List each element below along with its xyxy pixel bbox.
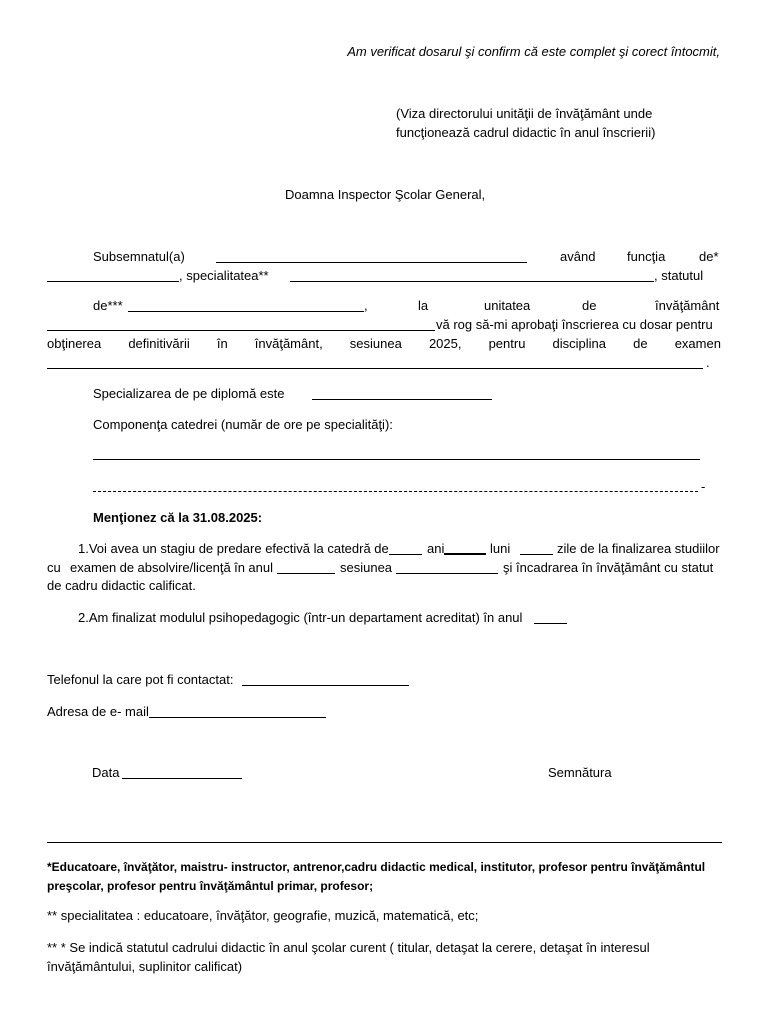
zile-label: zile de la finalizarea studiilor <box>557 541 720 556</box>
componenta-field-line1[interactable] <box>93 459 700 460</box>
item1-line3: de cadru didactic calificat. <box>47 578 196 593</box>
componenta-field-line2[interactable] <box>93 491 698 492</box>
item2-text: 2.Am finalizat modulul psihopedagogic (într-un departament acreditat) în anul <box>78 610 523 625</box>
word: disciplina <box>552 336 607 351</box>
sesiunea-field-line[interactable] <box>396 573 498 574</box>
statut-field-line[interactable] <box>128 311 364 312</box>
period: . <box>706 355 710 370</box>
functia-field-line[interactable] <box>47 281 179 282</box>
specialitatea-field-line[interactable] <box>290 281 654 282</box>
word: sesiunea <box>349 336 402 351</box>
footnote-3-line2: învăţământului, suplinitor calificat) <box>47 959 243 974</box>
data-label: Data <box>92 765 120 780</box>
componenta-label: Componenţa catedrei (număr de ore pe specialităţi): <box>93 417 393 432</box>
director-visa-line2: funcţionează cadrul didactic în anul înscrierii) <box>396 125 656 140</box>
disciplina-field-line[interactable] <box>47 368 703 369</box>
de-star-label: de* <box>699 249 719 264</box>
word: pentru <box>488 336 526 351</box>
subsemnatul-label: Subsemnatul(a) <box>93 249 185 264</box>
item1-cu: cu <box>47 560 61 575</box>
functia-label: funcţia <box>627 249 666 264</box>
specializarea-label: Specializarea de pe diplomă este <box>93 386 285 401</box>
anul-field-line[interactable] <box>277 573 335 574</box>
de-label: de <box>582 298 597 313</box>
word: de <box>633 336 648 351</box>
luni-label: luni <box>490 541 511 556</box>
specialitatea-label: , specialitatea** <box>179 268 269 283</box>
footnote-separator <box>47 842 722 843</box>
word: examen <box>674 336 721 351</box>
verification-statement: Am verificat dosarul şi confirm că este complet şi corect întocmit, <box>347 44 720 59</box>
telefon-field-line[interactable] <box>242 685 409 686</box>
request-line <box>47 336 721 351</box>
mentionez-heading: Menţionez că la 31.08.2025: <box>93 510 263 525</box>
word: obţinerea <box>47 336 102 351</box>
word: învăţământ, <box>254 336 323 351</box>
dash-end: - <box>701 479 706 494</box>
zile-field-line[interactable] <box>520 554 553 555</box>
va-rog-text: vă rog să-mi aprobaţi înscrierea cu dosar pentru <box>436 317 713 332</box>
footnote-2: ** specialitatea : educatoare, învăţător, geografie, muzică, matematică, etc; <box>47 908 479 923</box>
unitatea-label: unitatea <box>484 298 531 313</box>
item1-line2-words <box>70 560 273 575</box>
avand-label: având <box>560 249 596 264</box>
director-visa-line1: (Viza directorului unităţii de învăţământ unde <box>396 106 653 121</box>
page: Am verificat dosarul şi confirm că este complet şi corect întocmit, (Viza directorului unităţii de învăţământ unde funcţionează cadrul didactic în anul înscrierii) Doamna Inspector Şcolar General, Subsemnatul(a) având funcţia de* , specialitatea** , statutul de*** , la unitatea de învăţământ vă rog să-mi aprobaţi înscrierea cu dosar pentru obţinerea definitivării în învăţământ, sesiunea 2025, pentru disciplina de examen . Specializarea de pe diplomă este Componenţa catedrei (număr de ore pe specialităţi): - Menţionez că la 31.08.2025: 1.Voi avea un stagiu de predare efectivă la catedră de ani luni zile de la finalizarea studiilor cu examen de absolvire/licenţă în anul sesiunea şi încadrarea în învăţământ cu statut de cadru didactic calificat. 2.Am finalizat modulul psihopedagogic (într-un departament acreditat) în anul Telefonul la care pot fi contactat: Adresa de e- mail Data Semnătura *Educatoare, învăţător, maistru- instructor, antrenor,cadru didactic medical, institutor, profesor pentru învăţământul preşcolar, profesor pentru învăţământul primar, profesor; ** specialitatea : educatoare, învăţător, geografie, muzică, matematică, etc; ** * Se indică statutul cadrului didactic în anul şcolar curent ( titular, detaşat la cerere, detaşat în interesul învăţământului, suplinitor calificat) <box>47 44 721 974</box>
word: în <box>216 336 228 351</box>
name-field-line[interactable] <box>216 262 527 263</box>
word: în <box>234 560 245 575</box>
word: examen <box>70 560 117 575</box>
item1-text-a: 1.Voi avea un stagiu de predare efectivă la catedră de <box>78 541 389 556</box>
la-label: la <box>418 298 429 313</box>
de-3star-label: de*** <box>93 298 123 313</box>
word: de <box>119 560 135 575</box>
modul-year-field-line[interactable] <box>534 623 567 624</box>
data-field-line[interactable] <box>122 778 242 779</box>
ani-field-line[interactable] <box>389 554 422 555</box>
item1-si: şi încadrarea în învăţământ cu statut <box>503 560 714 575</box>
word: absolvire/licenţă <box>137 560 231 575</box>
luni-field-line[interactable] <box>444 553 486 555</box>
email-field-line[interactable] <box>149 717 326 718</box>
semnatura-label: Semnătura <box>548 765 612 780</box>
unitate-field-line[interactable] <box>47 330 435 331</box>
addressee: Doamna Inspector Şcolar General, <box>285 187 486 202</box>
word: 2025, <box>428 336 462 351</box>
email-label: Adresa de e- mail <box>47 704 149 719</box>
statutul-label: , statutul <box>654 268 704 283</box>
word: definitivării <box>128 336 190 351</box>
footnote-3-line1: ** * Se indică statutul cadrului didactic în anul şcolar curent ( titular, detaşat la cerere, detaşat în interesul <box>47 940 650 955</box>
telefon-label: Telefonul la care pot fi contactat: <box>47 672 234 687</box>
ani-label: ani <box>427 541 445 556</box>
footnote-1-line2: preşcolar, profesor pentru învăţământul primar, profesor; <box>47 879 374 893</box>
word: anul <box>248 560 273 575</box>
footnote-1-line1: *Educatoare, învăţător, maistru- instructor, antrenor,cadru didactic medical, institutor, profesor pentru învăţământul <box>47 860 706 874</box>
invatamant-label: învăţământ <box>655 298 720 313</box>
specializarea-field-line[interactable] <box>312 399 492 400</box>
sesiunea-label: sesiunea <box>340 560 393 575</box>
